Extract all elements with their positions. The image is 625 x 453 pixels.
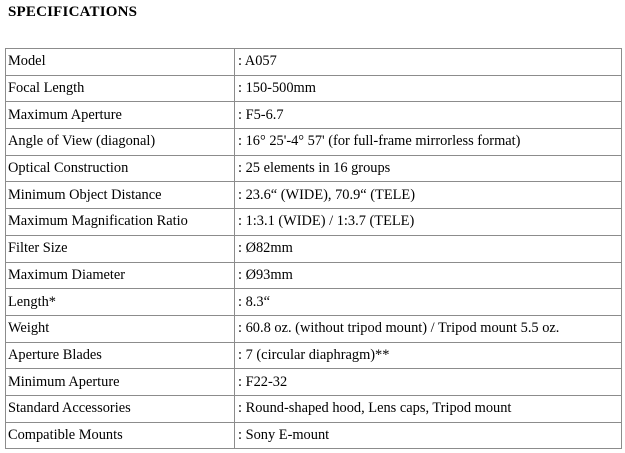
spec-row-maximum-diameter xyxy=(6,262,622,289)
spec-label: Length* xyxy=(6,289,235,316)
spec-label: Angle of View (diagonal) xyxy=(6,129,235,156)
spec-label: Aperture Blades xyxy=(6,342,235,369)
spec-row-model xyxy=(6,49,622,76)
spec-row-compatible-mounts xyxy=(6,422,622,449)
spec-row-optical-construction xyxy=(6,155,622,182)
spec-label: Maximum Aperture xyxy=(6,102,235,129)
specifications-table xyxy=(5,48,622,449)
spec-value: : A057 xyxy=(235,49,622,76)
spec-value: : Round-shaped hood, Lens caps, Tripod mount xyxy=(235,395,622,422)
spec-label: Standard Accessories xyxy=(6,395,235,422)
spec-row-standard-accessories xyxy=(6,395,622,422)
spec-value: : 7 (circular diaphragm)** xyxy=(235,342,622,369)
spec-value: : 1:3.1 (WIDE) / 1:3.7 (TELE) xyxy=(235,209,622,236)
spec-row-minimum-object-distance xyxy=(6,182,622,209)
spec-label: Compatible Mounts xyxy=(6,422,235,449)
spec-value: : 25 elements in 16 groups xyxy=(235,155,622,182)
spec-value: : Ø93mm xyxy=(235,262,622,289)
spec-value: : F5-6.7 xyxy=(235,102,622,129)
spec-label: Filter Size xyxy=(6,235,235,262)
spec-label: Focal Length xyxy=(6,75,235,102)
spec-value: : F22-32 xyxy=(235,369,622,396)
spec-label: Maximum Magnification Ratio xyxy=(6,209,235,236)
specifications-heading: SPECIFICATIONS xyxy=(8,4,138,20)
spec-value: : 23.6“ (WIDE), 70.9“ (TELE) xyxy=(235,182,622,209)
spec-row-angle-of-view xyxy=(6,129,622,156)
spec-label: Minimum Object Distance xyxy=(6,182,235,209)
spec-value: : 16° 25'-4° 57' (for full-frame mirrorless format) xyxy=(235,129,622,156)
spec-row-minimum-aperture xyxy=(6,369,622,396)
spec-row-filter-size xyxy=(6,235,622,262)
spec-label: Model xyxy=(6,49,235,76)
spec-row-aperture-blades xyxy=(6,342,622,369)
spec-value: : Ø82mm xyxy=(235,235,622,262)
spec-value: : 150-500mm xyxy=(235,75,622,102)
spec-value: : Sony E-mount xyxy=(235,422,622,449)
spec-row-maximum-magnification-ratio xyxy=(6,209,622,236)
spec-label: Optical Construction xyxy=(6,155,235,182)
spec-label: Maximum Diameter xyxy=(6,262,235,289)
spec-label: Minimum Aperture xyxy=(6,369,235,396)
spec-row-weight xyxy=(6,315,622,342)
spec-value: : 8.3“ xyxy=(235,289,622,316)
spec-row-focal-length xyxy=(6,75,622,102)
spec-row-maximum-aperture xyxy=(6,102,622,129)
spec-label: Weight xyxy=(6,315,235,342)
spec-row-length xyxy=(6,289,622,316)
spec-value: : 60.8 oz. (without tripod mount) / Tripod mount 5.5 oz. xyxy=(235,315,622,342)
